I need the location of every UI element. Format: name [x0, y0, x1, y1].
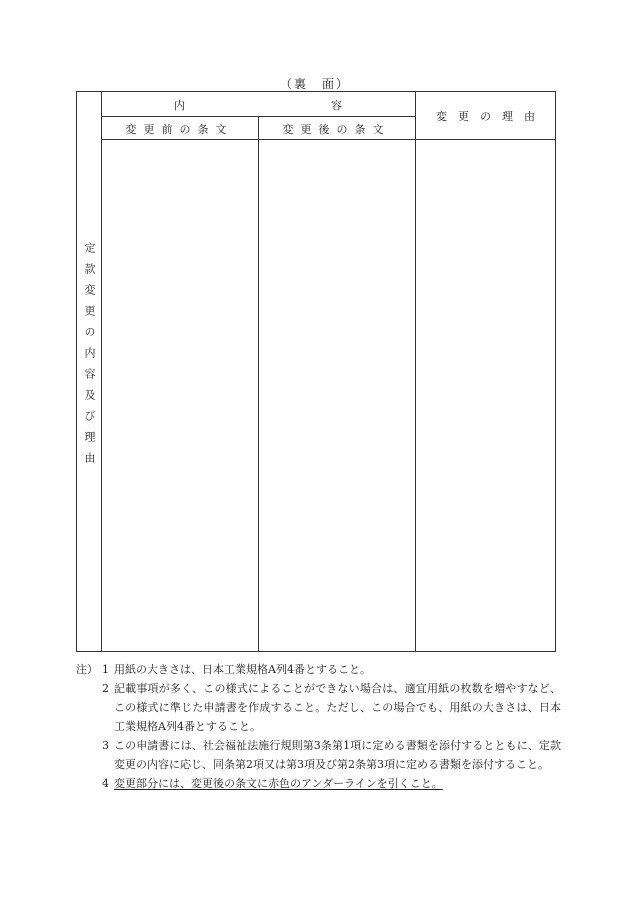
note-item [76, 679, 561, 736]
content-subheader-line [101, 116, 415, 117]
reason-field[interactable] [416, 140, 556, 652]
note-text: 用紙の大きさは、日本工業規格A列4番とすること。 [114, 663, 371, 676]
before-article-field[interactable] [102, 140, 258, 652]
before-article-header: 変更前の条文 [125, 123, 234, 136]
note-text: 変更部分には、変更後の条文に赤色のアンダーラインを引くこと。 [114, 777, 443, 790]
notes-heading: 注） [76, 663, 98, 676]
row-label-amendment-reason: 定款変更の内容及び理由 [83, 242, 96, 473]
notes-section [76, 660, 561, 793]
amendment-form-table [76, 91, 556, 652]
note-item [76, 774, 561, 793]
content-header-right: 容 [331, 99, 342, 112]
note-number: 4 [102, 777, 109, 790]
note-text: 記載事項が多く、この様式によることができない場合は、適宜用紙の枚数を増やすなど、この様式に準じた申請書を作成すること。ただし、この場合でも、用紙の大きさは、日本工業規格A列4番とすること。 [114, 682, 561, 733]
note-item [76, 660, 561, 679]
content-header-left: 内 [174, 99, 185, 112]
note-number: 1 [102, 663, 109, 676]
after-article-header: 変更後の条文 [282, 123, 391, 136]
note-number: 2 [102, 682, 109, 695]
note-text: この申請書には、社会福祉法施行規則第3条第1項に定める書類を添付するとともに、定款変更の内容に応じ、同条第2項又は第3項及び第2条第3項に定める書類を添付すること。 [114, 739, 561, 771]
note-number: 3 [102, 739, 109, 752]
note-item [76, 736, 561, 774]
page-side-label: （裏 面） [279, 77, 350, 91]
after-article-field[interactable] [259, 140, 415, 652]
reason-header: 変 更 の 理 由 [436, 110, 535, 123]
